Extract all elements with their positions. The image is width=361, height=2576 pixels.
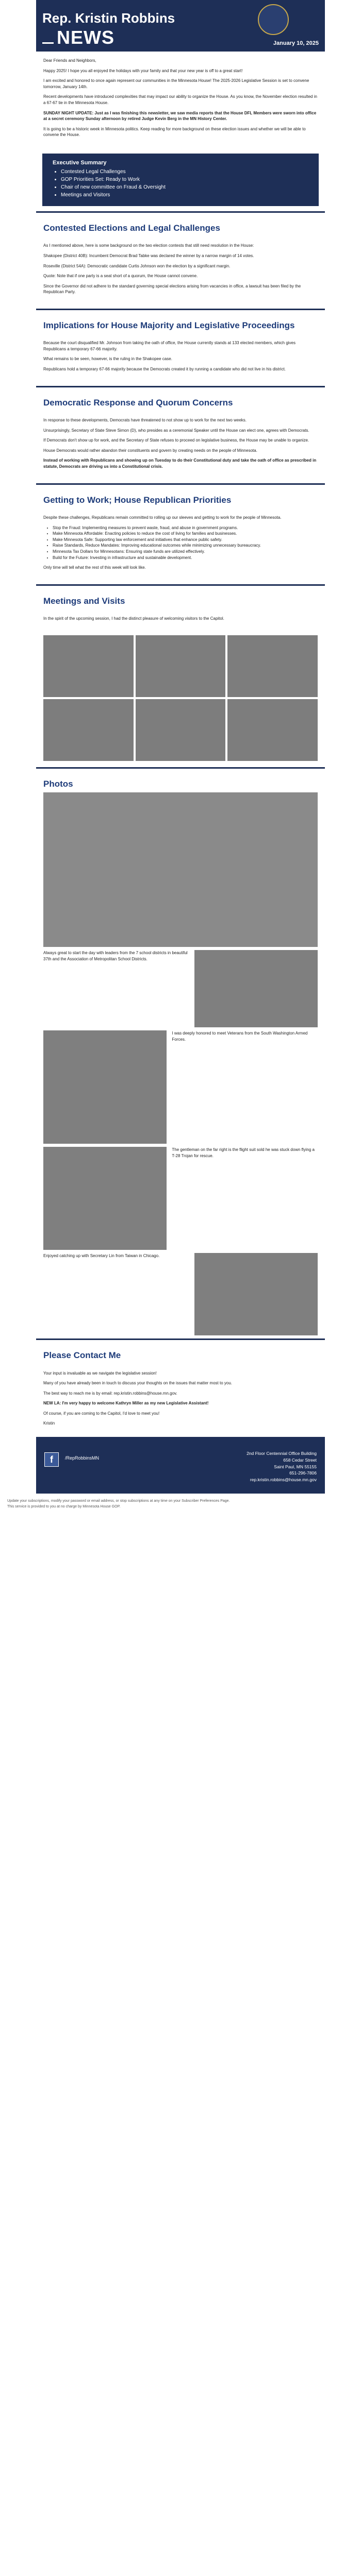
newsletter-date: January 10, 2025 [273,40,319,46]
unsubscribe-text [0,1494,361,1515]
email-link[interactable]: rep.kristin.robbins@house.mn.gov [250,1477,317,1483]
meeting-photos [36,632,325,764]
summary-item[interactable]: • Chair of new committee on Fraud & Oversight [61,184,308,190]
photo-caption: The gentleman on the far right is the flight suit sold he was stuck down flying a T-28 Trojan for rescue. [172,1147,315,1158]
signoff: Kristin [43,1421,55,1426]
photo-row [36,1147,325,1250]
meetings-p1: In the spirit of the upcoming session, I had the distinct pleasure of welcoming visitors to the Capitol. [43,616,224,621]
legal-p1: As I mentioned above, here is some background on the two election contests that still need resolution in the House: [43,243,254,248]
section-majority [36,334,325,382]
address-line: 651-296-7806 [289,1470,317,1476]
rep-name: Rep. Kristin Robbins [42,10,175,26]
section-title-legal: Contested Elections and Legal Challenges [43,223,220,233]
priorities-p2: Only time will tell what the rest of this week will look like. [43,565,146,570]
priority-item: • Minnesota Tax Dollars for Minnesotans: Ensuring state funds are utilized effectively. [53,549,318,555]
summary-item[interactable]: • Contested Legal Challenges [61,169,308,175]
divider [36,211,325,213]
newsletter-footer [36,1437,325,1494]
address-line: Saint Paul, MN 55155 [274,1464,317,1469]
intro [36,52,325,148]
news-label: NEWS [42,27,114,48]
photo [43,699,134,761]
intro-p3: Recent developments have introduced complexities that may impact our ability to organize the House. As you know, the November election resulted in a 67-67 tie in the Minnesota House. [43,94,317,105]
intro-p5: It is going to be a historic week in Minnesota politics. Keep reading for more background on these election issues and whether we will be able to convene the House. [43,126,306,138]
photo [194,950,318,1027]
section-title-photos: Photos [43,778,73,789]
office-address [247,1450,317,1483]
legal-p4: Since the Governor did not adhere to the standard governing special elections arising from vacancies in office, a lawsuit has been filed by the Republican Party. [43,283,301,295]
response-p3: If Democrats don't show up for work, and the Secretary of State refuses to proceed on legislative business, the House may be unable to organize. [43,438,309,443]
intro-p2: I am excited and honored to once again represent our communities in the Minnesota House! The 2025-2026 Legislative Session is set to convene tomorrow, January 14th. [43,78,309,89]
divider [36,483,325,485]
section-title-majority: Implications for House Majority and Legislative Proceedings [43,320,295,330]
photo [136,699,226,761]
photo-row [36,1253,325,1335]
facebook-link[interactable]: /RepRobbinsMN [65,1455,100,1461]
photo-caption: Always great to start the day with leaders from the 7 school districts in beautiful 37th and the Association of Metropolitan School Districts. [43,951,188,961]
response-p4: House Democrats would rather abandon their constituents and govern by creating needs on the people of Minnesota. [43,448,257,453]
section-title-priorities: Getting to Work; House Republican Priorities [43,495,232,505]
photo-caption: Enjoyed catching up with Secretary Lin from Taiwan in Chicago. [43,1253,160,1259]
section-contact [36,1364,325,1437]
address-line: 658 Cedar Street [283,1457,317,1463]
summary-item[interactable]: • GOP Priorities Set: Ready to Work [61,177,308,182]
photo-caption: I was deeply honored to meet Veterans from the South Washington Armed Forces. [172,1031,308,1042]
priority-item: • Make Minnesota Safe: Supporting law enforcement and initiatives that enhance public safety. [53,537,318,543]
section-title-response: Democratic Response and Quorum Concerns [43,397,233,408]
majority-p3: Republicans hold a temporary 67-66 majority because the Democrats created it by running a candidate who did not live in his district. [43,367,286,372]
response-p1: In response to these developments, Democrats have threatened to not show up to work for the next two weeks. [43,418,247,423]
service-text: This service is provided to you at no charge by Minnesota House GOP. [7,1504,121,1509]
photo [194,1253,318,1335]
priority-item: • Raise Standards, Reduce Mandates: Improving educational outcomes while minimizing unnecessary bureaucracy. [53,543,318,549]
priority-item: • Stop the Fraud: Implementing measures to prevent waste, fraud, and abuse in government programs. [53,525,318,531]
newsletter [36,0,325,1494]
section-title-contact: Please Contact Me [43,1350,121,1361]
legal-quote: Quote: Note that if one party is a seat short of a quorum, the House cannot convene. [43,274,198,279]
section-meetings [36,609,325,632]
intro-p4: SUNDAY NIGHT UPDATE: Just as I was finishing this newsletter, we saw media reports that the House DFL Members were sworn into office at a secret ceremony Sunday afternoon by retired Judge Kevin Berg in the MN History Center. [43,110,317,122]
subscription-text[interactable]: Update your subscriptions, modify your password or email address, or stop subscriptions at any time on your Subscriber Preferences Page. [7,1499,230,1503]
summary-item[interactable]: • Meetings and Visitors [61,192,308,198]
photo [43,635,134,697]
divider [36,309,325,310]
section-title-meetings: Meetings and Visits [43,596,125,606]
house-icon [42,32,54,44]
address-line: 2nd Floor Centennial Office Building [247,1451,317,1456]
newsletter-header [36,0,325,52]
contact-p5: Of course, if you are coming to the Capitol, I'd love to meet you! [43,1411,160,1416]
legal-p2: Shakopee (District 40B): Incumbent Democrat Brad Tabke was declared the winner by a narrow margin of 14 votes. [43,253,254,258]
legal-p3: Roseville (District 54A): Democratic candidate Curtis Johnson won the election by a significant margin. [43,263,231,268]
photo-row [36,1030,325,1144]
summary-title: Executive Summary [53,159,107,166]
facebook-icon[interactable]: f [44,1452,59,1467]
divider [36,584,325,586]
photo [43,1030,167,1144]
majority-p1: Because the court disqualified Mr. Johnson from taking the oath of office, the House currently stands at 133 elected members, which gives Republicans a temporary 67-66 majority. [43,341,296,351]
priorities-p1: Despite these challenges, Republicans remain committed to rolling up our sleeves and getting to work for the people of Minnesota. [43,515,282,520]
photo [227,699,318,761]
priority-item: • Make Minnesota Affordable: Enacting policies to reduce the cost of living for families and businesses. [53,531,318,537]
contact-p2: Many of you have already been in touch to discuss your thoughts on the issues that matter most to you. [43,1381,232,1386]
photo [136,635,226,697]
divider [36,767,325,769]
priority-item: • Build for the Future: Investing in infrastructure and sustainable development. [53,555,318,561]
photo [43,1147,167,1250]
contact-p4: NEW LA: I'm very happy to welcome Kathryn Miller as my new Legislative Assistant! [43,1401,209,1406]
seal-icon [258,4,289,35]
divider [36,386,325,387]
intro-p1: Happy 2025! I hope you all enjoyed the holidays with your family and that your new year is off to a great start! [43,68,243,73]
contact-p1: Your input is invaluable as we navigate the legislative session! [43,1370,157,1376]
photo [43,792,318,947]
executive-summary [42,154,319,206]
greeting: Dear Friends and Neighbors, [43,58,96,63]
photo [227,635,318,697]
contact-p3: The best way to reach me is by email: rep.kristin.robbins@house.mn.gov. [43,1391,177,1396]
divider [36,1338,325,1340]
section-priorities [36,509,325,581]
majority-p2: What remains to be seen, however, is the ruling in the Shakopee case. [43,357,172,362]
section-legal [36,236,325,306]
response-p2: Unsurprisingly, Secretary of State Steve Simon (D), who presides as a ceremonial Speaker until the House can elect one, agrees with Democrats. [43,428,309,433]
response-p5: Instead of working with Republicans and showing up on Tuesday to do their Constitutional duty and take the oath of office as prescribed in statute, Democrats are driving us into a Constitutional crisis. [43,458,317,469]
photo-row [36,950,325,1027]
section-response [36,411,325,480]
